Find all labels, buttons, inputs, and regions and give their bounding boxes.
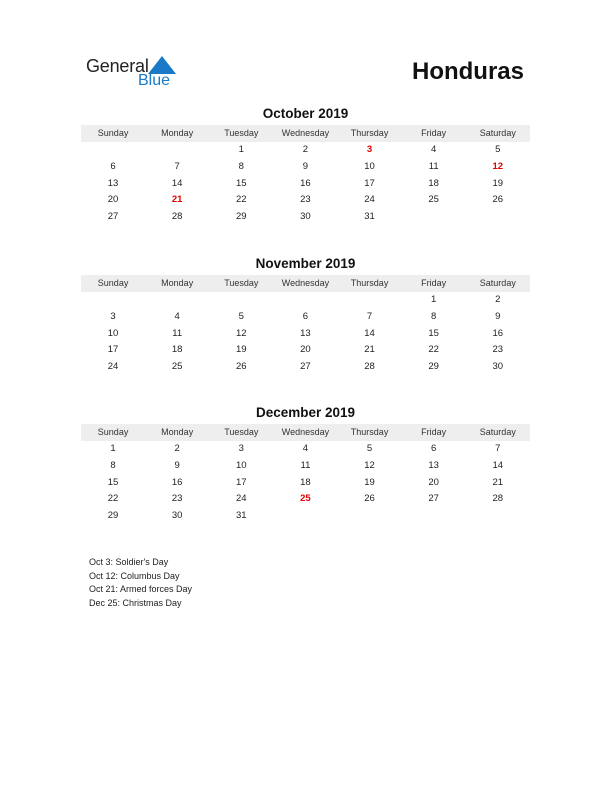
month-calendar	[81, 254, 530, 376]
day-cell: 26	[492, 194, 504, 206]
day-cell: 2	[174, 443, 180, 454]
weekday-label: Saturday	[479, 427, 516, 437]
day-cell: 24	[364, 194, 375, 206]
weekday-label: Saturday	[479, 128, 516, 138]
week-row	[81, 142, 530, 159]
day-cell: 24	[107, 361, 119, 373]
day-cell: 10	[364, 160, 375, 172]
day-cell: 28	[364, 361, 375, 373]
day-cell: 29	[236, 211, 247, 223]
week-row	[81, 292, 530, 309]
holiday-item: Oct 3: Soldier's Day	[89, 557, 169, 567]
week-row	[81, 192, 530, 209]
month-grid	[81, 292, 530, 376]
weekday-label: Wednesday	[281, 128, 330, 138]
day-cell: 20	[107, 194, 119, 206]
day-cell: 9	[174, 459, 180, 471]
week-row	[81, 441, 530, 458]
weekday-label: Friday	[421, 427, 447, 437]
day-cell	[466, 508, 530, 525]
week-row	[81, 475, 530, 492]
weekday-label: Sunday	[97, 128, 129, 138]
weekday-label: Tuesday	[224, 427, 259, 437]
day-cell: 29	[428, 361, 439, 373]
day-cell	[273, 292, 337, 309]
month-title: December 2019	[255, 405, 356, 420]
holiday-list	[89, 556, 192, 611]
week-row	[81, 491, 530, 508]
day-cell: 13	[428, 459, 439, 471]
day-cell	[338, 292, 402, 309]
day-cell: 24	[236, 493, 247, 505]
day-cell: 15	[428, 327, 439, 339]
day-cell: 17	[107, 344, 119, 356]
day-cell: 29	[107, 510, 119, 522]
weekday-label: Sunday	[97, 278, 129, 288]
day-cell: 8	[110, 459, 116, 471]
weekday-label: Friday	[421, 278, 447, 288]
day-cell: 5	[366, 443, 373, 454]
day-cell: 5	[495, 144, 501, 155]
day-cell	[81, 292, 145, 309]
day-cell: 11	[428, 160, 439, 172]
day-cell: 12	[492, 160, 504, 172]
day-cell: 11	[172, 327, 183, 339]
day-cell: 4	[431, 144, 437, 155]
day-cell: 10	[236, 459, 247, 471]
week-row	[81, 176, 530, 193]
day-cell: 18	[171, 344, 183, 356]
day-cell: 23	[492, 344, 504, 356]
day-cell: 31	[364, 211, 375, 223]
month-calendar	[81, 104, 530, 226]
weekday-label: Wednesday	[281, 427, 330, 437]
day-cell: 3	[238, 443, 244, 454]
day-cell: 2	[302, 144, 309, 155]
day-cell: 14	[492, 459, 504, 471]
day-cell	[81, 142, 145, 159]
day-cell: 13	[300, 327, 311, 339]
logo-text-general: General	[86, 56, 149, 76]
day-cell: 1	[110, 443, 116, 454]
day-cell: 14	[364, 327, 375, 339]
day-cell: 16	[171, 476, 183, 488]
day-cell: 12	[364, 459, 375, 471]
day-cell: 4	[174, 310, 180, 322]
weekday-header	[81, 125, 530, 142]
day-cell: 20	[300, 344, 311, 356]
day-cell: 23	[171, 493, 183, 505]
day-cell: 22	[107, 493, 119, 505]
day-cell: 4	[302, 443, 309, 454]
day-cell: 26	[236, 361, 247, 373]
month-title: October 2019	[262, 106, 349, 121]
weekday-label: Monday	[161, 278, 194, 288]
weekday-label: Friday	[421, 128, 447, 138]
generalblue-logo	[86, 56, 186, 92]
weekday-header	[81, 275, 530, 292]
week-row	[81, 159, 530, 176]
day-cell: 11	[300, 459, 311, 471]
weekday-label: Sunday	[97, 427, 129, 437]
day-cell: 18	[428, 177, 439, 189]
day-cell: 15	[107, 476, 119, 488]
week-row	[81, 458, 530, 475]
week-row	[81, 359, 530, 376]
day-cell: 25	[428, 194, 439, 206]
day-cell: 30	[171, 510, 183, 522]
day-cell: 16	[492, 327, 504, 339]
week-row	[81, 508, 530, 525]
weekday-label: Thursday	[350, 128, 389, 138]
day-cell: 31	[236, 510, 247, 522]
day-cell: 21	[492, 476, 504, 488]
day-cell: 15	[236, 177, 247, 189]
month-calendar	[81, 403, 530, 525]
day-cell: 18	[300, 476, 311, 488]
month-title: November 2019	[255, 256, 356, 271]
day-cell: 7	[495, 443, 501, 454]
weekday-header	[81, 424, 530, 441]
holiday-item: Oct 12: Columbus Day	[89, 570, 180, 581]
day-cell: 9	[302, 160, 309, 172]
week-row	[81, 342, 530, 359]
day-cell: 14	[171, 177, 183, 189]
holiday-item: Dec 25: Christmas Day	[89, 598, 182, 609]
month-grid	[81, 441, 530, 525]
day-cell: 19	[492, 177, 504, 189]
day-cell	[273, 508, 337, 525]
day-cell: 27	[300, 361, 311, 373]
day-cell: 19	[236, 344, 247, 356]
day-cell	[402, 209, 466, 226]
day-cell: 19	[364, 476, 375, 488]
country-title: Honduras	[411, 58, 524, 85]
weekday-label: Tuesday	[224, 278, 259, 288]
day-cell: 3	[110, 310, 116, 322]
day-cell: 30	[300, 211, 311, 223]
day-cell: 17	[236, 476, 247, 488]
weekday-label: Monday	[161, 427, 194, 437]
day-cell: 22	[428, 344, 439, 356]
day-cell: 6	[110, 160, 116, 172]
holiday-item: Oct 21: Armed forces Day	[89, 584, 193, 595]
week-row	[81, 309, 530, 326]
weekday-label: Thursday	[350, 427, 389, 437]
day-cell: 12	[236, 327, 247, 339]
day-cell: 2	[495, 294, 501, 305]
day-cell: 8	[238, 160, 244, 172]
day-cell	[402, 508, 466, 525]
day-cell: 13	[107, 177, 119, 189]
weekday-label: Saturday	[479, 278, 516, 288]
day-cell: 27	[428, 493, 439, 505]
month-grid	[81, 142, 530, 226]
day-cell: 1	[431, 294, 437, 305]
day-cell: 6	[302, 310, 309, 322]
day-cell: 27	[107, 211, 119, 223]
weekday-label: Tuesday	[224, 128, 259, 138]
day-cell: 6	[431, 443, 437, 454]
day-cell: 10	[107, 327, 119, 339]
day-cell: 1	[238, 144, 244, 155]
week-row	[81, 209, 530, 226]
day-cell: 25	[171, 361, 183, 373]
day-cell: 9	[495, 310, 501, 322]
day-cell: 26	[364, 493, 375, 505]
day-cell: 20	[428, 476, 439, 488]
day-cell: 30	[492, 361, 504, 373]
day-cell	[338, 508, 402, 525]
week-row	[81, 326, 530, 343]
day-cell: 21	[171, 194, 183, 206]
day-cell: 7	[366, 310, 373, 322]
day-cell: 7	[174, 160, 180, 172]
day-cell: 25	[300, 493, 311, 505]
day-cell: 23	[300, 194, 311, 206]
day-cell: 8	[431, 310, 437, 322]
day-cell: 16	[300, 177, 311, 189]
day-cell: 22	[236, 194, 247, 206]
weekday-label: Wednesday	[281, 278, 330, 288]
logo-text-blue: Blue	[138, 72, 171, 89]
day-cell	[209, 292, 273, 309]
weekday-label: Thursday	[350, 278, 389, 288]
weekday-label: Monday	[161, 128, 194, 138]
day-cell: 17	[364, 177, 375, 189]
day-cell	[145, 142, 209, 159]
day-cell	[145, 292, 209, 309]
day-cell: 28	[171, 211, 183, 223]
day-cell	[466, 209, 530, 226]
day-cell: 21	[364, 344, 375, 356]
day-cell: 3	[366, 144, 373, 155]
day-cell: 28	[492, 493, 504, 505]
day-cell: 5	[238, 310, 244, 322]
